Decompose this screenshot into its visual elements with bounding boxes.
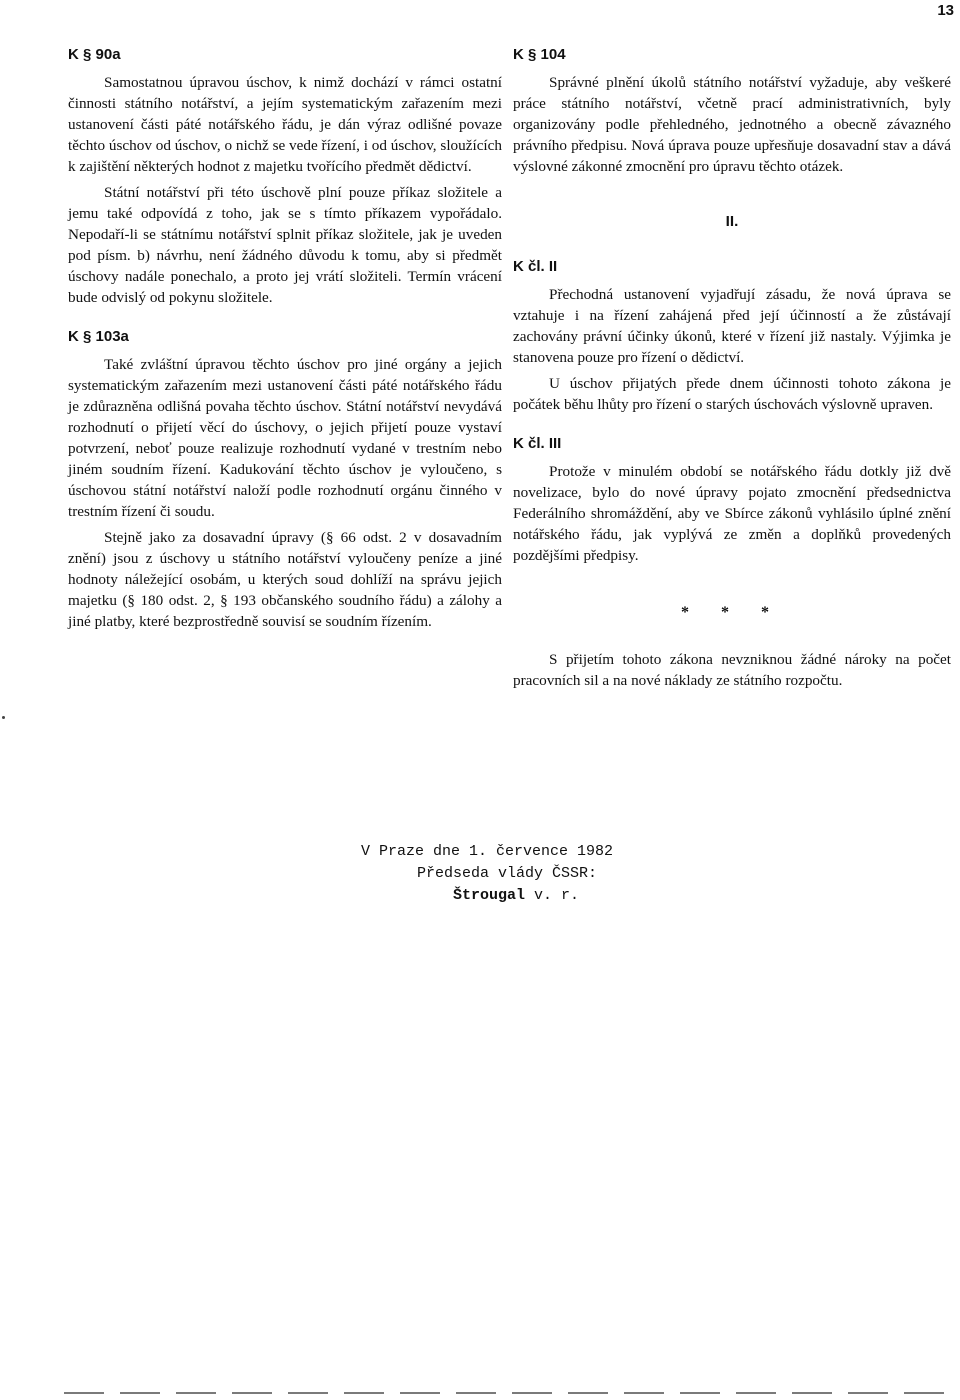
footer-rule bbox=[64, 1392, 954, 1394]
signature-block bbox=[361, 841, 691, 907]
paragraph: Protože v minulém období se notářského řádu dotkly již dvě novelizace, bylo do nové úpravy pojato zmocnění předsednictva Federálního shromáždění, aby ve Sbírce zákonů vyhlásilo úplné znění notářského řádu, jak vyplývá ze změn a doplňků provedených pozdějšími předpisy. bbox=[513, 463, 951, 564]
paragraph: Také zvláštní úpravou těchto úschov pro jiné orgány a jejich systematickým zařazením mezi ustanovení části páté notářského řádu je zdůrazněna odlišná povaha těchto úschov. Státní notářství nevydává rozhodnutí o přijetí věcí do úschovy, o jejich přijetí pouze vystaví potvrzení, neboť pouze realizuje rozhodnutí vydané v trestním nebo jiném soudním řízení. Kadukování těchto úschov je vyloučeno, s úschovou státní notářství naloží podle rozhodnutí orgánu činného v trestním řízení či soudu. bbox=[68, 356, 502, 520]
signature-role: Předseda vlády ČSSR: bbox=[417, 865, 598, 882]
paragraph: Stejně jako za dosavadní úpravy (§ 66 odst. 2 v dosavadním znění) jsou z úschovy u státního notářství vyloučeny peníze a jiné hodnoty náležející osobám, u kterých soud dohlíží na správu jejich majetku (§ 180 odst. 2, § 193 občanského soudního řádu) a zálohy a jiné platby, které bezprostředně souvisí se soudním řízením. bbox=[68, 529, 502, 630]
signature-name-line bbox=[361, 885, 691, 907]
section-heading-104: K § 104 bbox=[513, 46, 566, 63]
left-column bbox=[68, 44, 502, 637]
section-heading-art-iii: K čl. III bbox=[513, 435, 562, 452]
part-heading-ii: II. bbox=[725, 213, 739, 230]
signatory-name: Štrougal bbox=[453, 887, 526, 904]
paragraph: Správné plnění úkolů státního notářství vyžaduje, aby veškeré práce státního notářství, včetně prací administrativních, byly organizovány podle přehledného, jednotného a obecně závazného právního předpisu. Nová úprava pouze upřesňuje dosavadní stav a dává výslovné zákonné zmocnění pro úpravu těchto otázek. bbox=[513, 74, 951, 175]
margin-dot bbox=[2, 716, 5, 719]
page-number: 13 bbox=[937, 2, 954, 19]
separator-stars: * * * bbox=[681, 604, 783, 621]
section-heading-103a: K § 103a bbox=[68, 328, 129, 345]
paragraph: Přechodná ustanovení vyjadřují zásadu, že nová úprava se vztahuje i na řízení zahájená před její účinností a že zůstávají zachovány právní účinky úkonů, které v řízení již nastaly. Výjimka je stanovena pouze pro řízení o dědictví. bbox=[513, 286, 951, 366]
signature-place-date: V Praze dne 1. července 1982 bbox=[361, 843, 614, 860]
right-column bbox=[513, 44, 951, 696]
signature-suffix: v. r. bbox=[525, 887, 580, 904]
paragraph: Samostatnou úpravou úschov, k nimž dochází v rámci ostatní činnosti státního notářství, a jejím systematickým zařazením mezi ustanovení části páté notářského řádu, je dán výraz odlišné povaze těchto úschov od úschov, o nichž se vede řízení, i od úschov, sloužících k zajištění některých hodnot z majetku tvořícího předmět dědictví. bbox=[68, 74, 502, 175]
closing-paragraph: S přijetím tohoto zákona nevzniknou žádné nároky na počet pracovních sil a na nové náklady ze státního rozpočtu. bbox=[513, 651, 951, 689]
paragraph: U úschov přijatých přede dnem účinnosti tohoto zákona je počátek běhu lhůty pro řízení o starých úschovách výslovně upraven. bbox=[513, 375, 951, 413]
section-heading-art-ii: K čl. II bbox=[513, 258, 558, 275]
section-heading-90a: K § 90a bbox=[68, 46, 121, 63]
paragraph: Státní notářství při této úschově plní pouze příkaz složitele a jemu také odpovídá z toho, jak se s tímto příkazem vypořádalo. Nepodaří-li se státnímu notářství splnit příkaz složitele, jak je uveden pod písm. b) návrhu, není žádného důvodu k tomu, aby si předmět úschovy nadále ponechalo, a proto jej vrátí složiteli. Termín vrácení bude odvislý od pokynu složitele. bbox=[68, 184, 502, 306]
